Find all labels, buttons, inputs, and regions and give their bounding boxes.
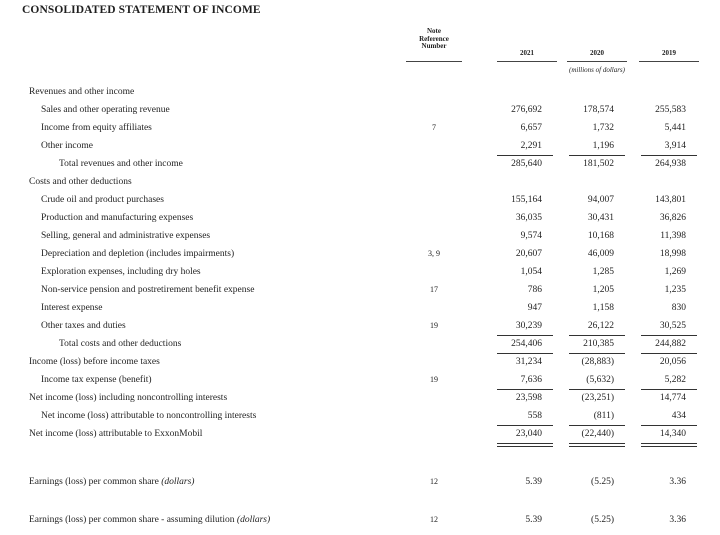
value-2019: 1,235 [664,285,686,295]
row-label: Other taxes and duties [41,321,126,331]
note-reference-header [404,28,464,51]
units-caption: (millions of dollars) [568,66,625,74]
value-2019: 14,774 [659,393,686,403]
row-label: Selling, general and administrative expenses [41,231,211,241]
value-2021: 285,640 [511,159,542,169]
row-label [29,515,270,525]
value-2021: 254,406 [511,339,542,349]
year-header-2019: 2019 [662,49,676,57]
value-2020: 1,196 [592,141,614,151]
table-row-total [0,336,720,354]
value-2021: 5.39 [525,477,542,487]
value-2020: (22,440) [581,429,614,439]
value-2021: 2,291 [520,141,542,151]
value-2020: 210,385 [583,339,614,349]
value-2021: 7,636 [520,375,542,385]
row-label: Non-service pension and postretirement benefit expense [41,285,255,295]
note-reference: 3, 9 [428,249,440,258]
table-row-total [0,156,720,174]
value-2019: 14,340 [659,429,686,439]
row-label: Production and manufacturing expenses [41,213,194,223]
table-row [0,174,720,192]
value-2020: 46,009 [587,249,614,259]
table-row [0,282,720,300]
value-2019: 3,914 [664,141,686,151]
value-2020: (5.25) [591,477,614,487]
eps-label-text: Earnings (loss) per common share - assuming dilution [29,515,235,525]
row-label: Other income [41,141,93,151]
note-reference: 19 [430,375,438,384]
row-label: Costs and other deductions [29,177,132,187]
table-row [0,372,720,390]
value-2019: 434 [671,411,686,421]
value-2021: 20,607 [515,249,542,259]
value-2020: 10,168 [587,231,614,241]
value-2020: 1,158 [592,303,614,313]
table-row [0,354,720,372]
value-2020: (5.25) [591,515,614,525]
note-reference: 12 [430,477,438,486]
note-reference: 17 [430,285,438,294]
value-2021: 23,040 [515,429,542,439]
value-2021: 947 [527,303,542,313]
value-2021: 786 [527,285,542,295]
table-row [0,246,720,264]
table-row [0,138,720,156]
value-2021: 155,164 [511,195,542,205]
statement-title: CONSOLIDATED STATEMENT OF INCOME [22,4,261,16]
value-2019: 11,398 [660,231,686,241]
row-label: Exploration expenses, including dry holes [41,267,201,277]
note-header-line1: Note [427,27,441,35]
year-header-2020: 2020 [590,49,604,57]
table-row-net-income [0,426,720,444]
row-label: Net income (loss) attributable to noncontrolling interests [41,411,257,421]
value-2019: 36,826 [659,213,686,223]
value-2021: 23,598 [515,393,542,403]
value-2021: 9,574 [520,231,542,241]
table-row [0,228,720,246]
value-2020: 1,205 [592,285,614,295]
row-label: Income from equity affiliates [41,123,152,133]
note-header-line3: Number [421,42,447,50]
table-row [0,192,720,210]
row-label: Income tax expense (benefit) [41,375,152,385]
note-reference: 12 [430,515,438,524]
double-rule [497,443,553,447]
row-label: Total costs and other deductions [59,339,182,349]
eps-label-text: Earnings (loss) per common share [29,477,159,487]
table-row [0,102,720,120]
row-label: Interest expense [41,303,103,313]
value-2021: 6,657 [520,123,542,133]
value-2021: 36,035 [515,213,542,223]
header-rule [567,61,627,62]
row-label: Revenues and other income [29,87,135,97]
value-2020: 181,502 [583,159,614,169]
value-2019: 5,282 [664,375,686,385]
row-label: Depreciation and depletion (includes impairments) [41,249,235,259]
header-rule [406,61,462,62]
value-2021: 276,692 [511,105,542,115]
year-header-2021: 2021 [520,49,534,57]
value-2020: (811) [593,411,614,421]
value-2020: 30,431 [587,213,614,223]
value-2020: 1,285 [592,267,614,277]
value-2019: 18,998 [659,249,686,259]
value-2019: 3.36 [669,477,686,487]
value-2020: 178,574 [583,105,614,115]
value-2019: 143,801 [655,195,686,205]
note-reference: 7 [432,123,436,132]
row-label: Total revenues and other income [59,159,183,169]
statement-rows [0,84,720,444]
header-rule [639,61,699,62]
value-2019: 264,938 [655,159,686,169]
table-row [0,300,720,318]
table-row [0,264,720,282]
eps-label-unit: (dollars) [236,515,271,525]
table-row [0,318,720,336]
eps-basic-row [0,474,720,492]
double-rule [641,443,697,447]
table-row [0,210,720,228]
value-2019: 3.36 [669,515,686,525]
value-2020: (23,251) [581,393,614,403]
value-2019: 255,583 [655,105,686,115]
value-2020: 26,122 [587,321,614,331]
value-2019: 20,056 [659,357,686,367]
row-label: Sales and other operating revenue [41,105,170,115]
value-2020: 94,007 [587,195,614,205]
eps-diluted-row [0,512,720,530]
value-2021: 30,239 [515,321,542,331]
table-row [0,84,720,102]
row-label: Income (loss) before income taxes [29,357,160,367]
double-rule [569,443,625,447]
note-reference: 19 [430,321,438,330]
note-header-line2: Reference [419,34,449,43]
header-rule [497,61,557,62]
value-2021: 558 [527,411,542,421]
table-row [0,390,720,408]
table-row [0,120,720,138]
row-label: Net income (loss) including noncontrolling interests [29,393,228,403]
value-2019: 830 [671,303,686,313]
value-2019: 30,525 [659,321,686,331]
value-2019: 1,269 [664,267,686,277]
value-2020: (5,632) [586,375,614,385]
eps-label-unit: (dollars) [161,477,195,487]
value-2021: 5.39 [525,515,542,525]
row-label: Crude oil and product purchases [41,195,164,205]
value-2020: 1,732 [592,123,614,133]
table-row [0,408,720,426]
row-label: Net income (loss) attributable to ExxonMobil [29,429,203,439]
value-2021: 31,234 [515,357,542,367]
value-2019: 244,882 [655,339,686,349]
value-2021: 1,054 [520,267,542,277]
row-label [29,477,194,487]
value-2019: 5,441 [664,123,686,133]
value-2020: (28,883) [581,357,614,367]
